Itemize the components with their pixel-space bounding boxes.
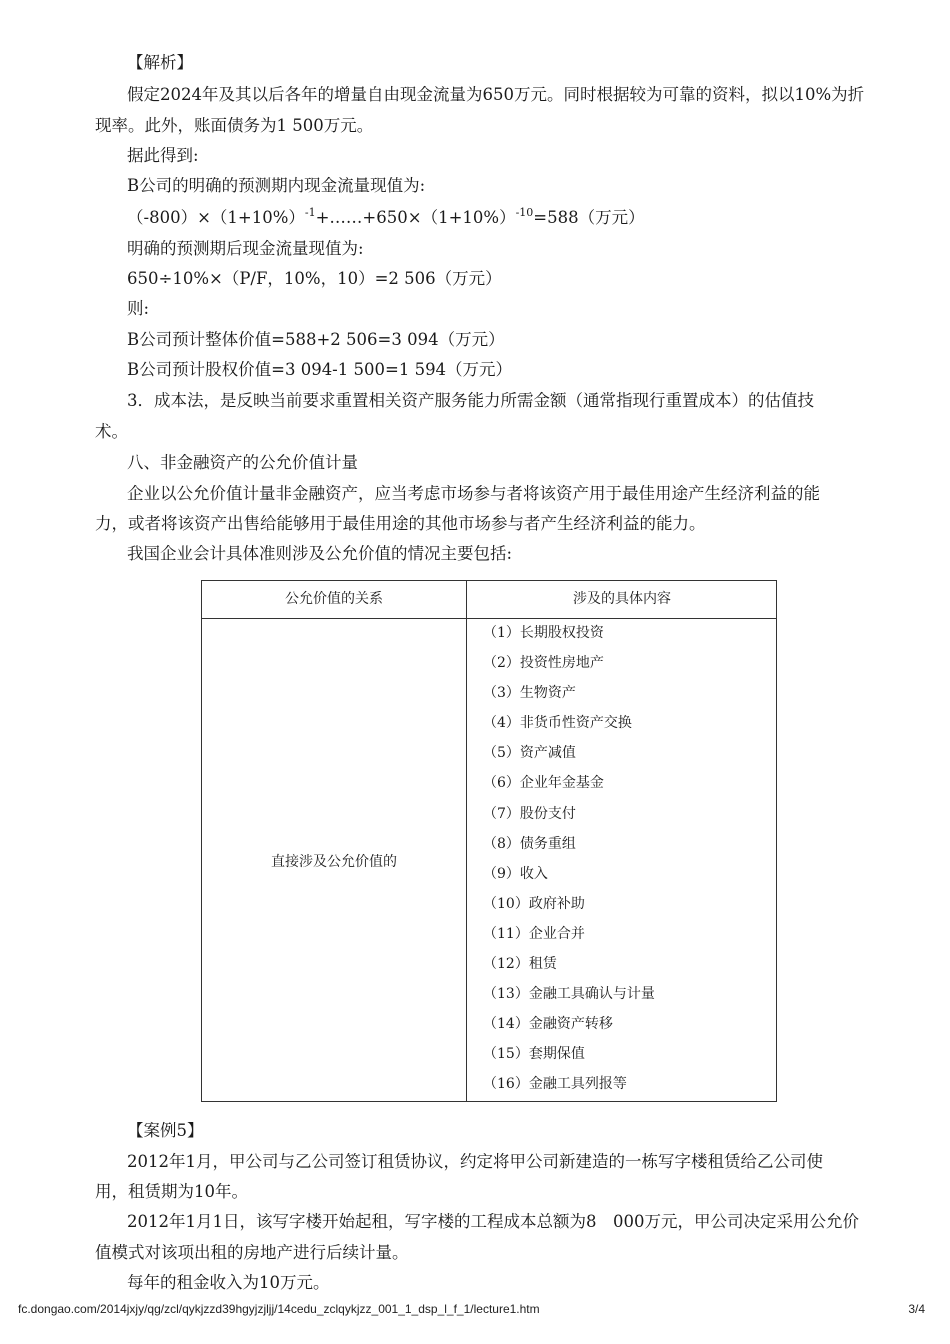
analysis-paragraph-6: B公司预计整体价值=588+2 506=3 094（万元） [127,330,505,349]
fair-value-table [201,580,777,1102]
list-item: （7）股份支付 [483,805,576,822]
table-header-relationship: 公允价值的关系 [285,591,383,607]
formula-exponent-a: -1 [304,205,316,219]
list-item: （11）企业合并 [483,925,585,942]
case-5-paragraph-2-line-1: 2012年1月1日，该写字楼开始起租，写字楼的工程成本总额为8 000万元，甲公司决定采用公允价 [127,1212,859,1231]
list-item: （16）金融工具列报等 [483,1076,627,1093]
section-8-paragraph-2: 我国企业会计具体准则涉及公允价值的情况主要包括: [127,544,513,563]
formula-part-b: +……+650×（1+10%） [315,208,516,227]
list-item: （9）收入 [483,865,548,882]
formula-post-period: 650÷10%×（P/F，10%，10）=2 506（万元） [127,269,502,288]
formula-part-c: =588（万元） [533,208,645,227]
section-8-paragraph-1-line-2: 力，或者将该资产出售给能够用于最佳用途的其他市场参与者产生经济利益的能力。 [95,514,706,533]
case-5-paragraph-1-line-1: 2012年1月，甲公司与乙公司签订租赁协议，约定将甲公司新建造的一栋写字楼租赁给乙公司使 [127,1152,823,1171]
section-8-paragraph-1-line-1: 企业以公允价值计量非金融资产，应当考虑市场参与者将该资产用于最佳用途产生经济利益的能 [127,484,820,503]
list-item: （13）金融工具确认与计量 [483,986,655,1003]
analysis-paragraph-4: 明确的预测期后现金流量现值为: [127,239,364,258]
list-item: （4）非货币性资产交换 [483,715,632,732]
list-item: （6）企业年金基金 [483,775,604,792]
table-header-divider [202,618,776,619]
formula-exponent-b: -10 [515,205,534,219]
formula-part-a: （-800）×（1+10%） [127,208,305,227]
case-5-heading: 【案例5】 [127,1121,204,1140]
section-8-title: 八、非金融资产的公允价值计量 [127,453,358,472]
formula-explicit-period [127,207,645,229]
footer-url: fc.dongao.com/2014jxjy/qg/zcl/qykjzzd39hgyjzjljj/14cedu_zclqykjzz_001_1_dsp_l_f_1/lecture1.htm [18,1302,540,1316]
list-item: （12）租赁 [483,956,557,973]
list-item: （1）长期股权投资 [483,625,604,641]
case-5-paragraph-2-line-2: 值模式对该项出租的房地产进行后续计量。 [95,1243,409,1262]
footer-page-number: 3/4 [908,1302,925,1316]
case-5-paragraph-3: 每年的租金收入为10万元。 [127,1273,330,1292]
analysis-paragraph-1-line-1: 假定2024年及其以后各年的增量自由现金流量为650万元。同时根据较为可靠的资料，拟以10%为折 [127,85,865,104]
analysis-paragraph-3: B公司的明确的预测期内现金流量现值为: [127,176,426,195]
table-column-divider [466,581,467,1101]
list-item: （2）投资性房地产 [483,655,604,672]
cost-method-line-2: 术。 [95,422,128,441]
analysis-paragraph-7: B公司预计股权价值=3 094-1 500=1 594（万元） [127,360,513,379]
analysis-heading: 【解析】 [127,53,193,72]
list-item: （3）生物资产 [483,685,576,702]
table-header-content: 涉及的具体内容 [573,591,671,607]
table-row-label: 直接涉及公允价值的 [271,854,397,870]
list-item: （14）金融资产转移 [483,1016,613,1033]
list-item: （10）政府补助 [483,895,585,912]
analysis-paragraph-5: 则: [127,299,150,318]
list-item: （15）套期保值 [483,1046,585,1063]
table-content-list [483,622,655,1104]
cost-method-line-1: 3．成本法，是反映当前要求重置相关资产服务能力所需金额（通常指现行重置成本）的估值技 [127,391,814,410]
list-item: （8）债务重组 [483,835,576,852]
case-5-paragraph-1-line-2: 用，租赁期为10年。 [95,1182,248,1201]
analysis-paragraph-2: 据此得到: [127,146,199,165]
list-item: （5）资产减值 [483,745,576,762]
analysis-paragraph-1-line-2: 现率。此外，账面债务为1 500万元。 [95,116,374,135]
